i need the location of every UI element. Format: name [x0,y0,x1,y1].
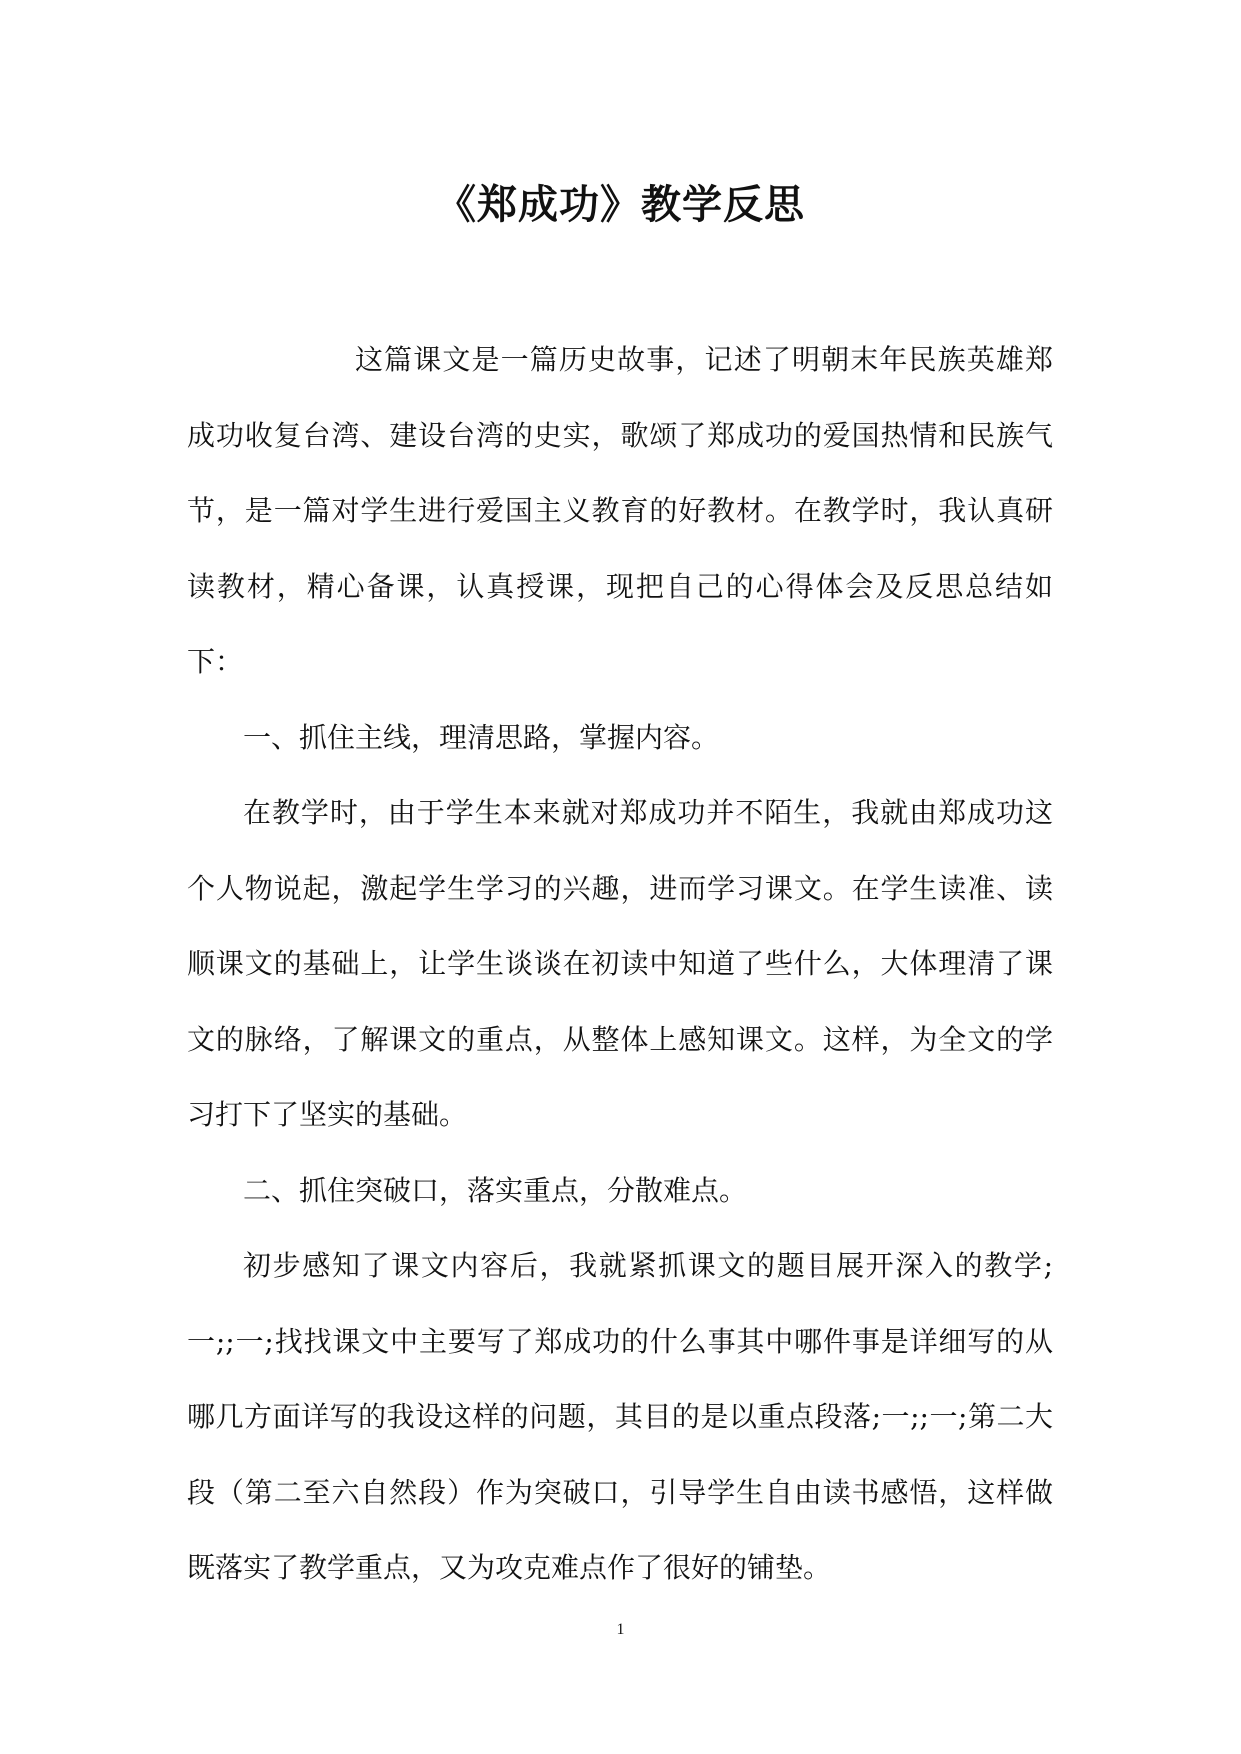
section-heading-1: 一、抓住主线，理清思路，掌握内容。 [243,720,720,754]
document-title: 《郑成功》教学反思 [436,181,805,228]
paragraph-section-1: 在教学时，由于学生本来就对郑成功并不陌生，我就由郑成功这个人物说起，激起学生学习的兴趣，进而学习课文。在学生读准、读顺课文的基础上，让学生谈谈在初读中知道了些什么，大体理清了课文的脉络，了解课文的重点，从整体上感知课文。这样，为全文的学习打下了坚实的基础。 [187,796,1053,1131]
paragraph-intro: 这篇课文是一篇历史故事，记述了明朝末年民族英雄郑成功收复台湾、建设台湾的史实，歌颂了郑成功的爱国热情和民族气节，是一篇对学生进行爱国主义教育的好教材。在教学时，我认真研读教材，精心备课，认真授课，现把自己的心得体会及反思总结如下： [187,343,1053,678]
page-number: 1 [616,1621,625,1638]
paragraph-section-2: 初步感知了课文内容后，我就紧抓课文的题目展开深入的教学;一;;一;找找课文中主要写了郑成功的什么事其中哪件事是详细写的从哪几方面详写的我设这样的问题，其目的是以重点段落;一;;一;第二大段（第二至六自然段）作为突破口，引导学生自由读书感悟，这样做既落实了教学重点，又为攻克难点作了很好的铺垫。 [187,1249,1053,1584]
document-body [187,322,1053,1606]
section-heading-2: 二、抓住突破口，落实重点，分散难点。 [243,1173,748,1207]
